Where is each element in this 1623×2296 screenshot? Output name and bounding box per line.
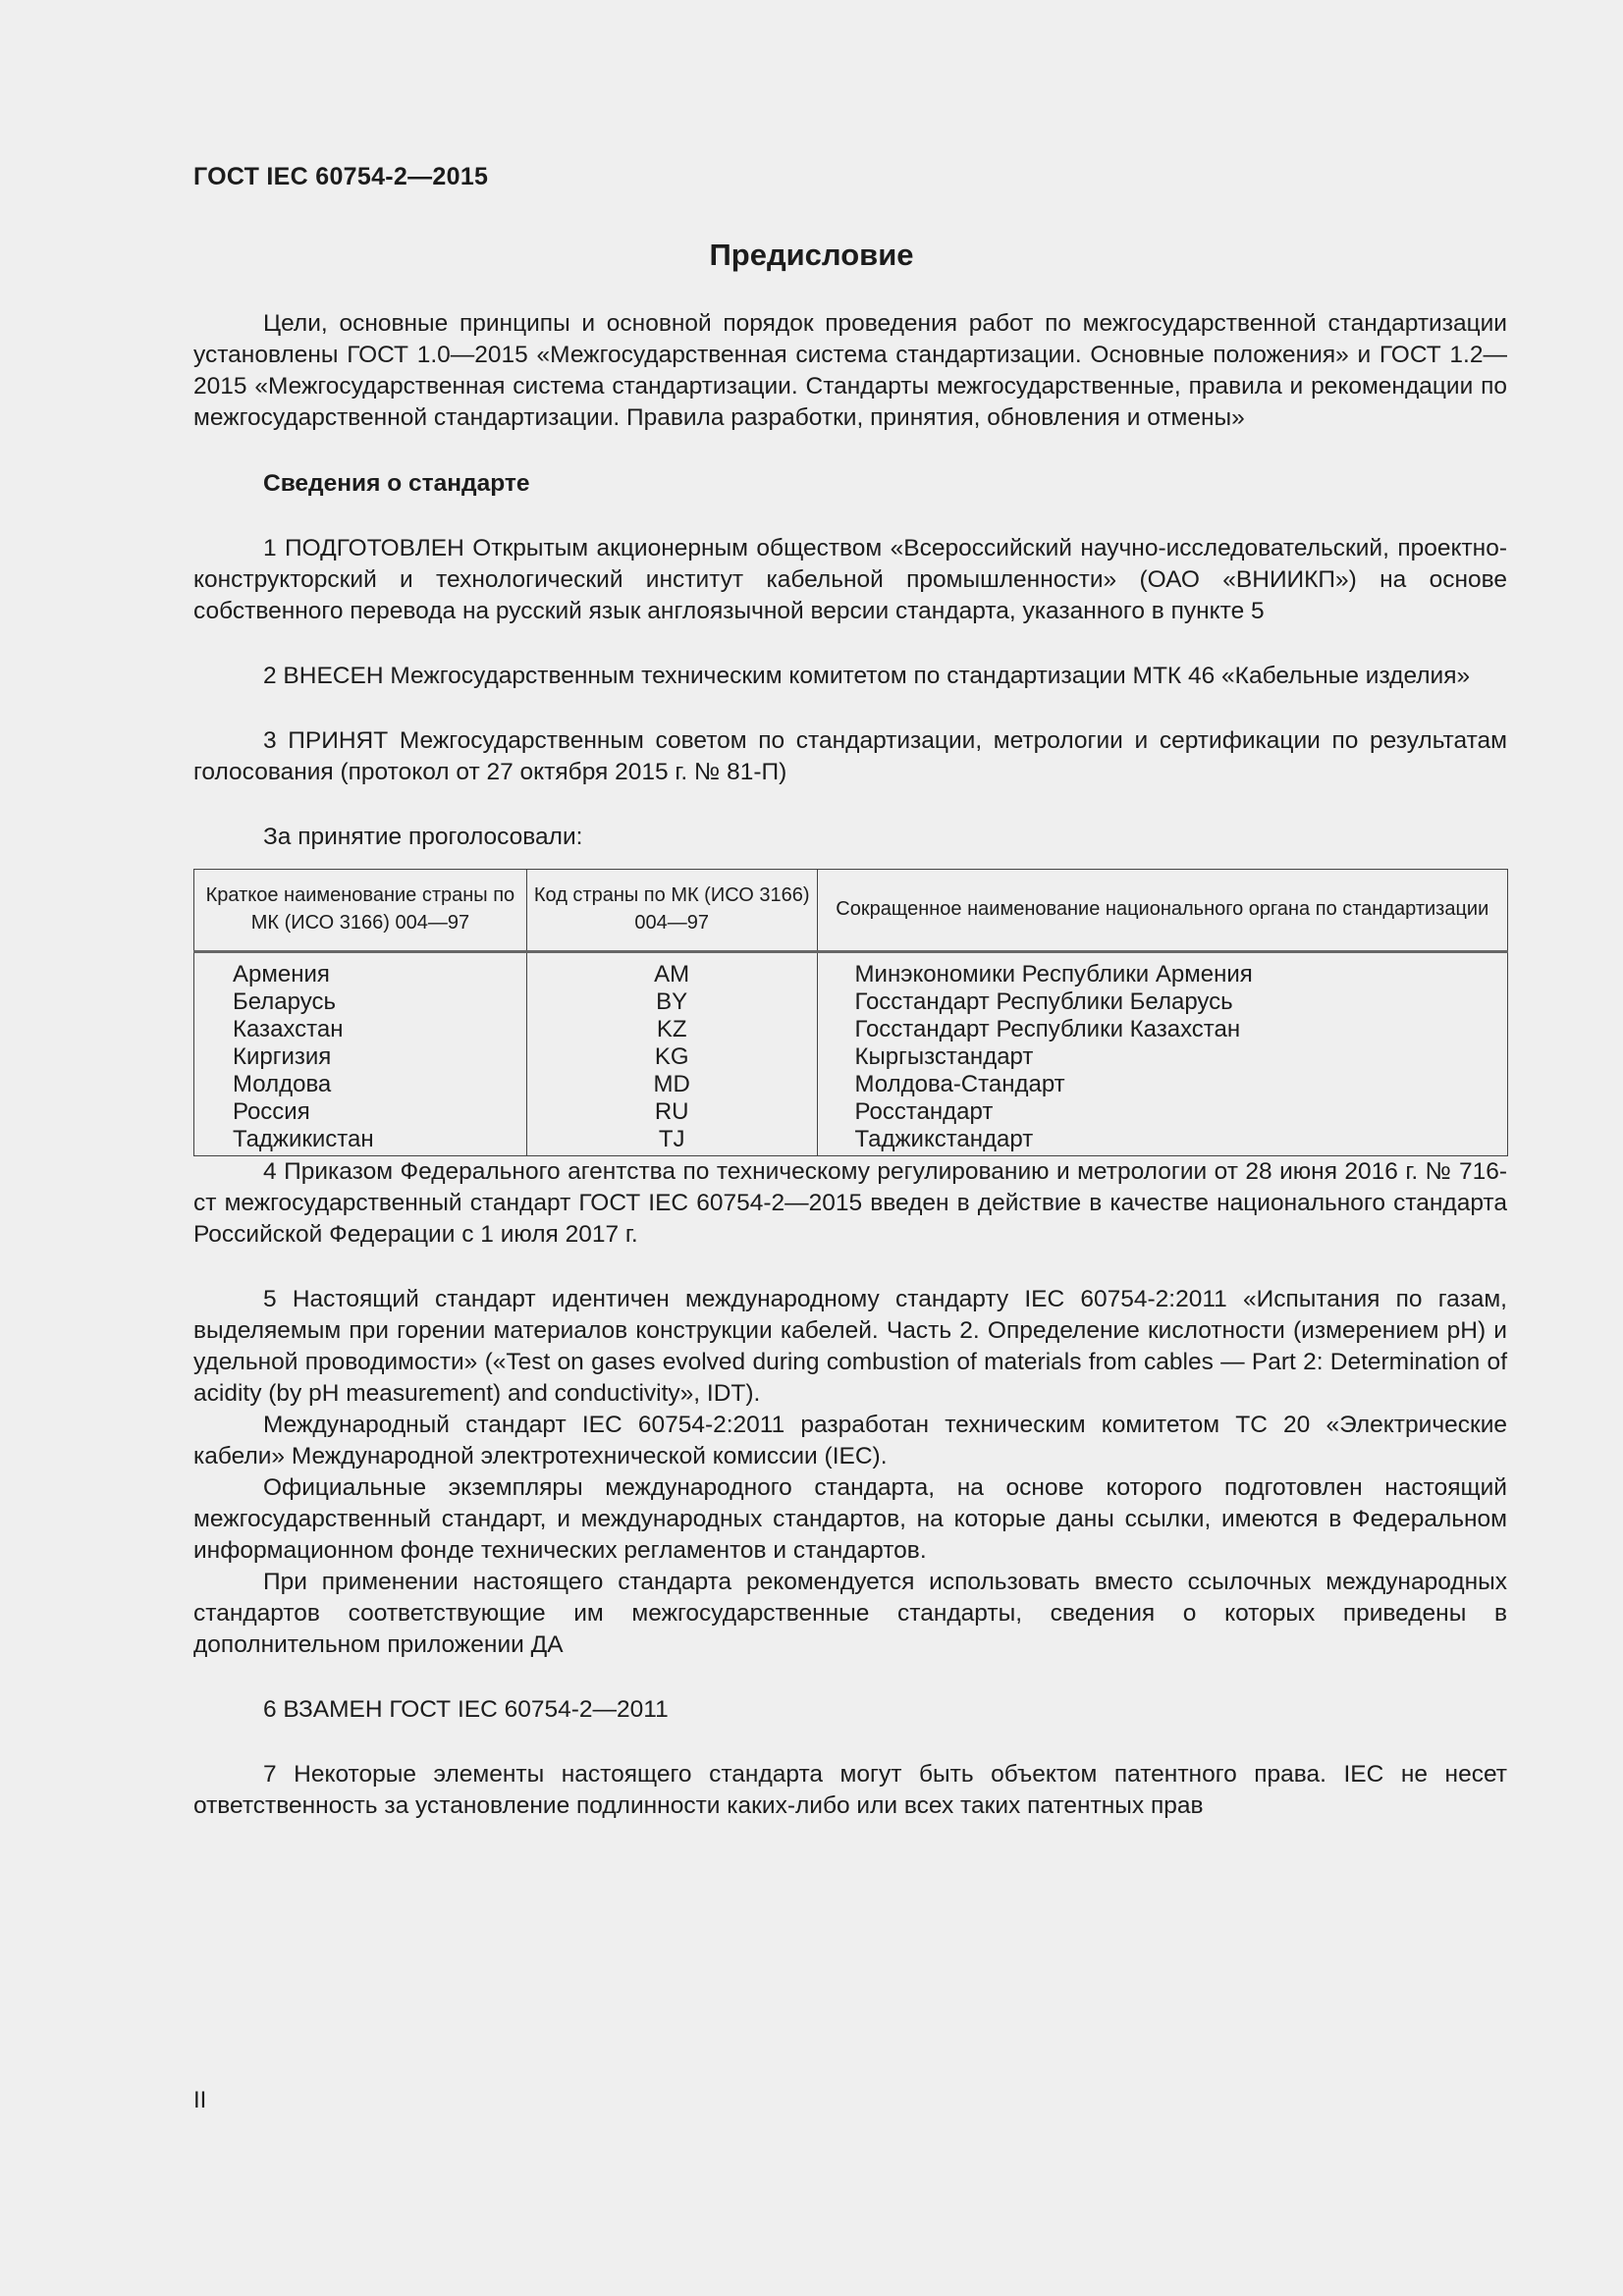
table-row: [194, 952, 1508, 989]
country-name: Молдова: [194, 1071, 527, 1098]
country-code: MD: [526, 1071, 817, 1098]
standards-body: Минэкономики Республики Армения: [817, 952, 1507, 989]
country-code: AM: [526, 952, 817, 989]
table-row: [194, 988, 1508, 1016]
item-5-paragraph-3: Официальные экземпляры международного стандарта, на основе которого подготовлен настоящий межгосударственный стандарт, и международных стандартов, на которые даны ссылки, имеются в Федеральном информационном фонде технических регламентов и стандартов.: [193, 1474, 1507, 1564]
country-code: KG: [526, 1043, 817, 1071]
country-name: Таджикистан: [194, 1126, 527, 1156]
item-7: 7 Некоторые элементы настоящего стандарта могут быть объектом патентного права. IEC не несет ответственность за установление подлинности каких-либо или всех таких патентных прав: [193, 1761, 1507, 1819]
item-2: 2 ВНЕСЕН Межгосударственным техническим комитетом по стандартизации МТК 46 «Кабельные изделия»: [263, 663, 1471, 689]
country-name: Россия: [194, 1098, 527, 1126]
table-header-body: Сокращенное наименование национального органа по стандартизации: [817, 870, 1507, 952]
item-5-paragraph-4: При применении настоящего стандарта рекомендуется использовать вместо ссылочных международных стандартов соответствующие им межгосударственные стандарты, сведения о которых приведены в дополнительном приложении ДА: [193, 1569, 1507, 1658]
standards-body: Росстандарт: [817, 1098, 1507, 1126]
standards-body: Кыргызстандарт: [817, 1043, 1507, 1071]
table-header-row: [194, 870, 1508, 952]
table-row: [194, 1126, 1508, 1156]
standards-body: Госстандарт Республики Казахстан: [817, 1016, 1507, 1043]
standards-body: Госстандарт Республики Беларусь: [817, 988, 1507, 1016]
voted-label: За принятие проголосовали:: [263, 824, 583, 850]
country-code: TJ: [526, 1126, 817, 1156]
document-header: ГОСТ IEC 60754-2—2015: [193, 163, 489, 190]
table-row: [194, 1098, 1508, 1126]
table-row: [194, 1016, 1508, 1043]
page-title: Предисловие: [709, 238, 914, 272]
item-1: 1 ПОДГОТОВЛЕН Открытым акционерным обществом «Всероссийский научно-исследовательский, проектно-конструкторский и технологический институт кабельной промышленности» (ОАО «ВНИИКП») на основе собственного перевода на русский язык англоязычной версии стандарта, указанного в пункте 5: [193, 535, 1507, 624]
table-header-code: Код страны по МК (ИСО 3166) 004—97: [526, 870, 817, 952]
item-5: 5 Настоящий стандарт идентичен международному стандарту IEC 60754-2:2011 «Испытания по газам, выделяемым при горении материалов конструкции кабелей. Часть 2. Определение кислотности (измерением pH) и удельной проводимости» («Test on gases evolved during combustion of materials from cables — Part 2: Determination of acidity (by pH measurement) and conductivity», IDT).: [193, 1286, 1507, 1407]
country-name: Беларусь: [194, 988, 527, 1016]
item-4: 4 Приказом Федерального агентства по техническому регулированию и метрологии от 28 июня 2016 г. № 716-ст межгосударственный стандарт ГОСТ IEC 60754-2—2015 введен в действие в качестве национального стандарта Российской Федерации с 1 июля 2017 г.: [193, 1158, 1507, 1248]
table-header-country: Краткое наименование страны по МК (ИСО 3166) 004—97: [194, 870, 527, 952]
intro-paragraph: Цели, основные принципы и основной порядок проведения работ по межгосударственной стандартизации установлены ГОСТ 1.0—2015 «Межгосударственная система стандартизации. Основные положения» и ГОСТ 1.2—2015 «Межгосударственная система стандартизации. Стандарты межгосударственные, правила и рекомендации по межгосударственной стандартизации. Правила разработки, принятия, обновления и отмены»: [193, 310, 1507, 431]
section-subheading: Сведения о стандарте: [263, 470, 530, 497]
item-6: 6 ВЗАМЕН ГОСТ IEC 60754-2—2011: [263, 1696, 669, 1723]
country-code: RU: [526, 1098, 817, 1126]
country-name: Киргизия: [194, 1043, 527, 1071]
country-code: BY: [526, 988, 817, 1016]
member-states-table: [193, 869, 1508, 1156]
table-row: [194, 1043, 1508, 1071]
standards-body: Таджикстандарт: [817, 1126, 1507, 1156]
country-code: KZ: [526, 1016, 817, 1043]
country-name: Казахстан: [194, 1016, 527, 1043]
item-5-paragraph-2: Международный стандарт IEC 60754-2:2011 разработан техническим комитетом TC 20 «Электрические кабели» Международной электротехнической комиссии (IEC).: [193, 1412, 1507, 1469]
item-3: 3 ПРИНЯТ Межгосударственным советом по стандартизации, метрологии и сертификации по результатам голосования (протокол от 27 октября 2015 г. № 81-П): [193, 727, 1507, 785]
table-row: [194, 1071, 1508, 1098]
standards-body: Молдова-Стандарт: [817, 1071, 1507, 1098]
page-number: II: [193, 2087, 207, 2113]
document-body: [193, 308, 1507, 1822]
country-name: Армения: [194, 952, 527, 989]
